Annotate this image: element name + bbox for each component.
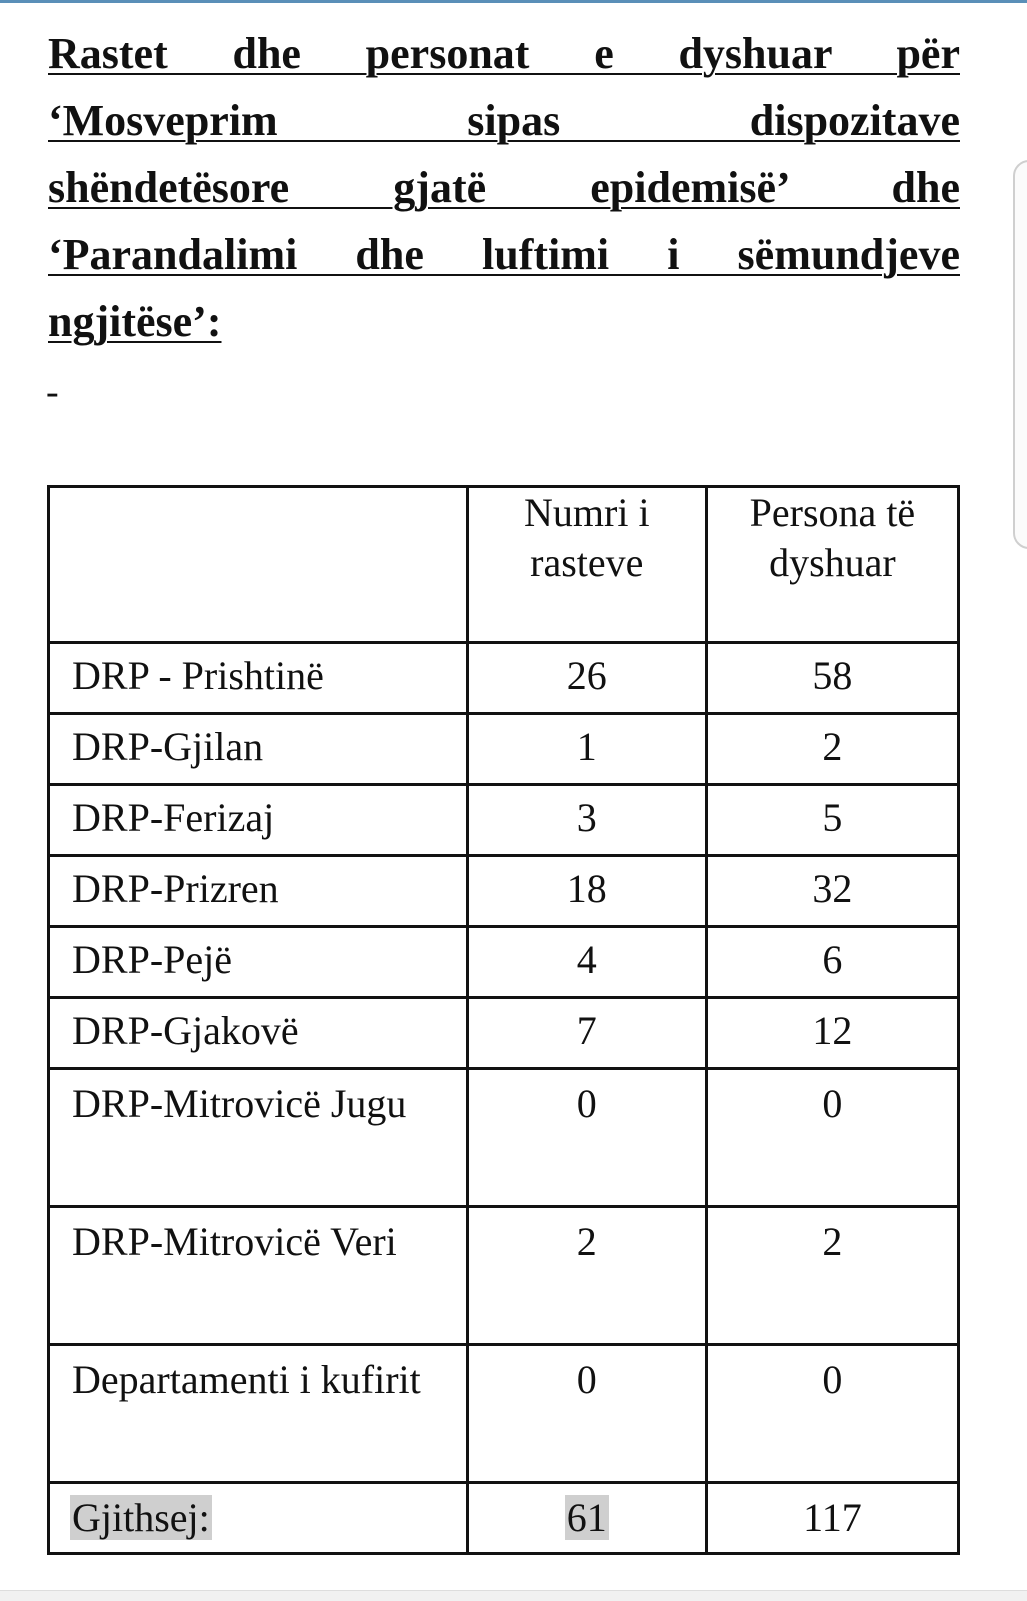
total-suspects: 117 [706, 1483, 958, 1554]
header-cases: Numri i rasteve [467, 487, 706, 643]
header-empty-cell [49, 487, 468, 643]
row-suspects: 0 [706, 1069, 958, 1207]
table-row [49, 927, 959, 998]
table-row [49, 1345, 959, 1483]
row-cases: 26 [467, 643, 706, 714]
table-header-row [49, 487, 959, 643]
table-total-row [49, 1483, 959, 1554]
row-suspects: 2 [706, 714, 958, 785]
row-name: Departamenti i kufirit [49, 1345, 468, 1483]
row-suspects: 58 [706, 643, 958, 714]
row-suspects: 12 [706, 998, 958, 1069]
total-cases-cell [467, 1483, 706, 1554]
heading-line-3: shëndetësore gjatë epidemisë’ dhe [48, 163, 960, 212]
table-row [49, 714, 959, 785]
row-suspects: 2 [706, 1207, 958, 1345]
row-cases: 1 [467, 714, 706, 785]
heading-line-1: Rastet dhe personat e dyshuar për [48, 29, 960, 78]
side-scroll-handle[interactable] [1013, 160, 1027, 549]
row-cases: 18 [467, 856, 706, 927]
table-row [49, 856, 959, 927]
header-suspects: Persona të dyshuar [706, 487, 958, 643]
table-row [49, 785, 959, 856]
table-row [49, 643, 959, 714]
row-cases: 2 [467, 1207, 706, 1345]
total-label-cell [49, 1483, 468, 1554]
row-suspects: 6 [706, 927, 958, 998]
row-name: DRP-Mitrovicë Veri [49, 1207, 468, 1345]
row-name: DRP-Pejë [49, 927, 468, 998]
row-suspects: 32 [706, 856, 958, 927]
heading-line-5: ngjitëse’: [48, 297, 222, 346]
total-cases: 61 [566, 1495, 607, 1540]
top-accent-bar [0, 0, 1027, 3]
row-suspects: 5 [706, 785, 958, 856]
table-row [49, 1207, 959, 1345]
row-name: DRP - Prishtinë [49, 643, 468, 714]
table-row [49, 998, 959, 1069]
row-cases: 3 [467, 785, 706, 856]
total-label: Gjithsej: [72, 1495, 210, 1540]
table-row [49, 1069, 959, 1207]
row-name: DRP-Mitrovicë Jugu [49, 1069, 468, 1207]
row-cases: 0 [467, 1345, 706, 1483]
row-name: DRP-Prizren [49, 856, 468, 927]
bottom-bar [0, 1590, 1027, 1601]
row-name: DRP-Gjakovë [49, 998, 468, 1069]
row-cases: 7 [467, 998, 706, 1069]
heading-line-4: ‘Parandalimi dhe luftimi i sëmundjeve [48, 230, 960, 279]
heading-line-2: ‘Mosveprim sipas dispozitave [48, 96, 960, 145]
row-name: DRP-Ferizaj [49, 785, 468, 856]
row-name: DRP-Gjilan [49, 714, 468, 785]
document-heading [48, 20, 960, 355]
row-suspects: 0 [706, 1345, 958, 1483]
row-cases: 4 [467, 927, 706, 998]
row-cases: 0 [467, 1069, 706, 1207]
cases-table [47, 485, 960, 1555]
dash-separator: - [46, 371, 59, 413]
